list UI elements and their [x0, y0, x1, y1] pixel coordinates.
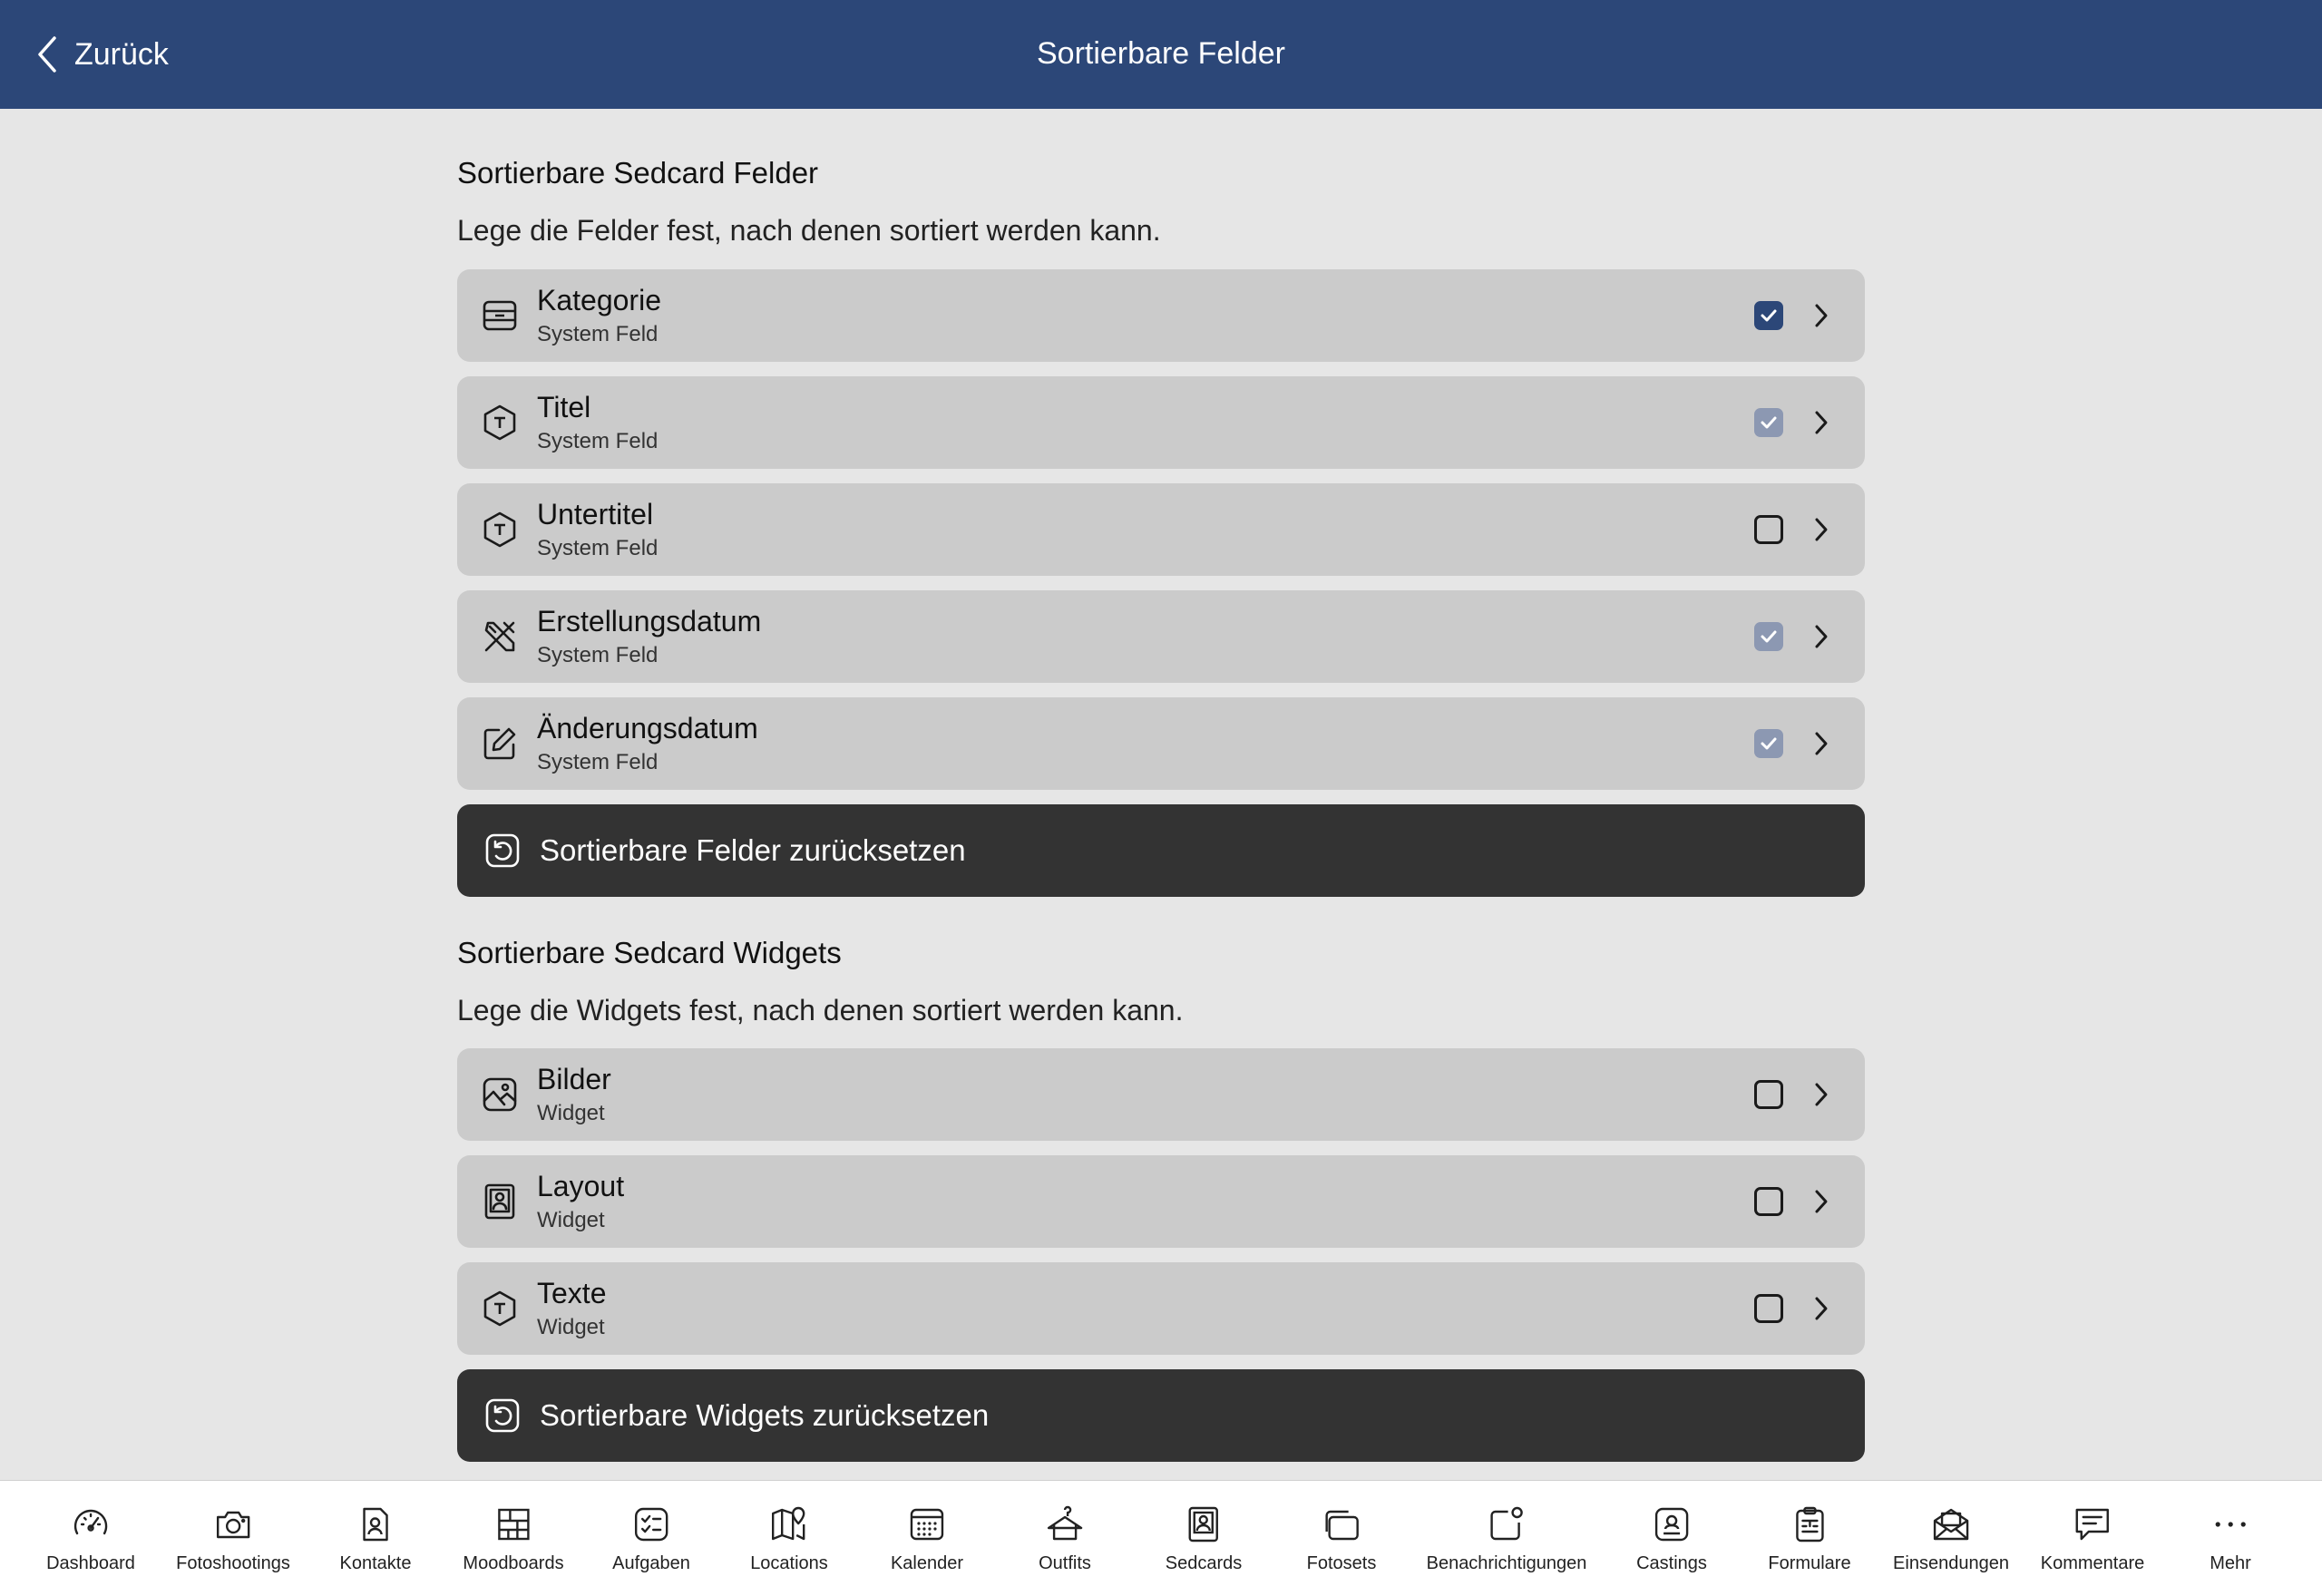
tab-label: Kommentare — [2040, 1553, 2145, 1573]
field-label: Untertitel — [537, 498, 654, 530]
photosets-icon — [1322, 1504, 1361, 1544]
tab-label: Locations — [750, 1553, 828, 1573]
field-sublabel: System Feld — [537, 750, 659, 774]
back-label: Zurück — [74, 36, 169, 72]
widget-label: Bilder — [537, 1063, 611, 1095]
field-checkbox[interactable] — [1754, 301, 1783, 330]
tab-kontakte[interactable] — [340, 1481, 412, 1596]
text-hexagon-icon — [481, 404, 519, 442]
text-hexagon-icon — [481, 511, 519, 549]
camera-icon — [213, 1504, 253, 1544]
widget-label: Layout — [537, 1170, 625, 1202]
widget-row-texte[interactable] — [457, 1262, 1865, 1355]
fields-section-description: Lege die Felder fest, nach denen sortiert werden kann. — [457, 214, 1161, 247]
tab-fotoshootings[interactable] — [176, 1481, 290, 1596]
tab-formulare[interactable] — [1768, 1481, 1850, 1596]
tray-icon — [481, 297, 519, 335]
tab-kommentare[interactable] — [2041, 1481, 2145, 1596]
tab-mehr[interactable] — [2210, 1481, 2251, 1596]
tab-aufgaben[interactable] — [612, 1481, 690, 1596]
tab-moodboards[interactable] — [463, 1481, 563, 1596]
fields-section-title: Sortierbare Sedcard Felder — [457, 156, 819, 190]
widget-sublabel: Widget — [537, 1208, 605, 1232]
reset-fields-label: Sortierbare Felder zurücksetzen — [540, 833, 966, 867]
chevron-right-icon[interactable] — [1812, 1081, 1830, 1108]
field-checkbox[interactable] — [1754, 408, 1783, 437]
nav-bar — [0, 0, 2322, 109]
widget-label: Texte — [537, 1277, 607, 1309]
casting-icon — [1652, 1504, 1692, 1544]
chevron-right-icon[interactable] — [1812, 623, 1830, 650]
tab-label: Kalender — [890, 1553, 964, 1573]
speedometer-icon — [71, 1504, 111, 1544]
tab-label: Mehr — [2210, 1553, 2251, 1573]
widget-sublabel: Widget — [537, 1101, 605, 1125]
tab-label: Fotoshootings — [176, 1553, 290, 1573]
tab-bar — [0, 1480, 2322, 1596]
tab-fotosets[interactable] — [1307, 1481, 1377, 1596]
moodboard-icon — [493, 1504, 533, 1544]
tab-outfits[interactable] — [1039, 1481, 1091, 1596]
tab-benachrichtigungen[interactable] — [1427, 1481, 1587, 1596]
reset-widgets-label: Sortierbare Widgets zurücksetzen — [540, 1398, 990, 1432]
reset-widgets-button[interactable] — [457, 1369, 1865, 1462]
calendar-icon — [907, 1504, 947, 1544]
sedcard-icon — [1184, 1504, 1224, 1544]
mail-open-icon — [1931, 1504, 1971, 1544]
tab-label: Aufgaben — [612, 1553, 690, 1573]
tab-dashboard[interactable] — [46, 1481, 135, 1596]
widget-row-layout[interactable] — [457, 1155, 1865, 1248]
widget-checkbox[interactable] — [1754, 1187, 1783, 1216]
layout-icon — [481, 1182, 519, 1221]
widgets-section-title: Sortierbare Sedcard Widgets — [457, 936, 842, 969]
chevron-right-icon[interactable] — [1812, 1188, 1830, 1215]
tab-label: Sedcards — [1165, 1553, 1243, 1573]
widget-sublabel: Widget — [537, 1315, 605, 1339]
clipboard-icon — [1790, 1504, 1829, 1544]
comment-icon — [2073, 1504, 2112, 1544]
field-sublabel: System Feld — [537, 643, 659, 667]
tab-sedcards[interactable] — [1166, 1481, 1243, 1596]
reset-icon — [484, 1397, 521, 1434]
field-sublabel: System Feld — [537, 536, 659, 560]
field-checkbox[interactable] — [1754, 622, 1783, 651]
tab-label: Dashboard — [46, 1553, 135, 1573]
tab-einsendungen[interactable] — [1893, 1481, 2009, 1596]
edit-icon — [481, 725, 519, 763]
more-icon — [2210, 1504, 2250, 1544]
tab-label: Benachrichtigungen — [1426, 1553, 1587, 1573]
field-row-kategorie[interactable] — [457, 269, 1865, 362]
tab-label: Kontakte — [339, 1553, 412, 1573]
field-row-erstellungsdatum[interactable] — [457, 590, 1865, 683]
field-checkbox[interactable] — [1754, 729, 1783, 758]
tools-icon — [481, 618, 519, 656]
tab-kalender[interactable] — [891, 1481, 963, 1596]
checklist-icon — [631, 1504, 671, 1544]
reset-fields-button[interactable] — [457, 804, 1865, 897]
tab-locations[interactable] — [750, 1481, 828, 1596]
notification-icon — [1487, 1504, 1527, 1544]
tab-label: Formulare — [1768, 1553, 1851, 1573]
field-label: Erstellungsdatum — [537, 605, 762, 637]
field-sublabel: System Feld — [537, 322, 659, 346]
field-sublabel: System Feld — [537, 429, 659, 453]
reset-icon — [484, 832, 521, 869]
tab-label: Fotosets — [1306, 1553, 1377, 1573]
widget-checkbox[interactable] — [1754, 1294, 1783, 1323]
field-row-aenderungsdatum[interactable] — [457, 697, 1865, 790]
page-title: Sortierbare Felder — [1036, 36, 1285, 71]
text-hexagon-icon — [481, 1289, 519, 1328]
tab-label: Outfits — [1039, 1553, 1091, 1573]
field-row-untertitel[interactable] — [457, 483, 1865, 576]
field-label: Titel — [537, 391, 591, 423]
chevron-right-icon[interactable] — [1812, 1295, 1830, 1322]
chevron-right-icon[interactable] — [1812, 516, 1830, 543]
tab-label: Castings — [1636, 1553, 1707, 1573]
chevron-right-icon[interactable] — [1812, 730, 1830, 757]
image-icon — [481, 1075, 519, 1114]
widgets-section-description: Lege die Widgets fest, nach denen sortiert werden kann. — [457, 994, 1184, 1027]
field-label: Änderungsdatum — [537, 712, 758, 744]
tab-label: Moodboards — [463, 1553, 564, 1573]
field-checkbox[interactable] — [1754, 515, 1783, 544]
field-label: Kategorie — [537, 284, 661, 316]
tab-label: Einsendungen — [1893, 1553, 2009, 1573]
chevron-right-icon[interactable] — [1812, 409, 1830, 436]
map-icon — [769, 1504, 809, 1544]
field-row-titel[interactable] — [457, 376, 1865, 469]
tab-castings[interactable] — [1636, 1481, 1707, 1596]
contact-icon — [356, 1504, 395, 1544]
widget-checkbox[interactable] — [1754, 1080, 1783, 1109]
shirt-icon — [1045, 1504, 1085, 1544]
widget-row-bilder[interactable] — [457, 1048, 1865, 1141]
chevron-right-icon[interactable] — [1812, 302, 1830, 329]
